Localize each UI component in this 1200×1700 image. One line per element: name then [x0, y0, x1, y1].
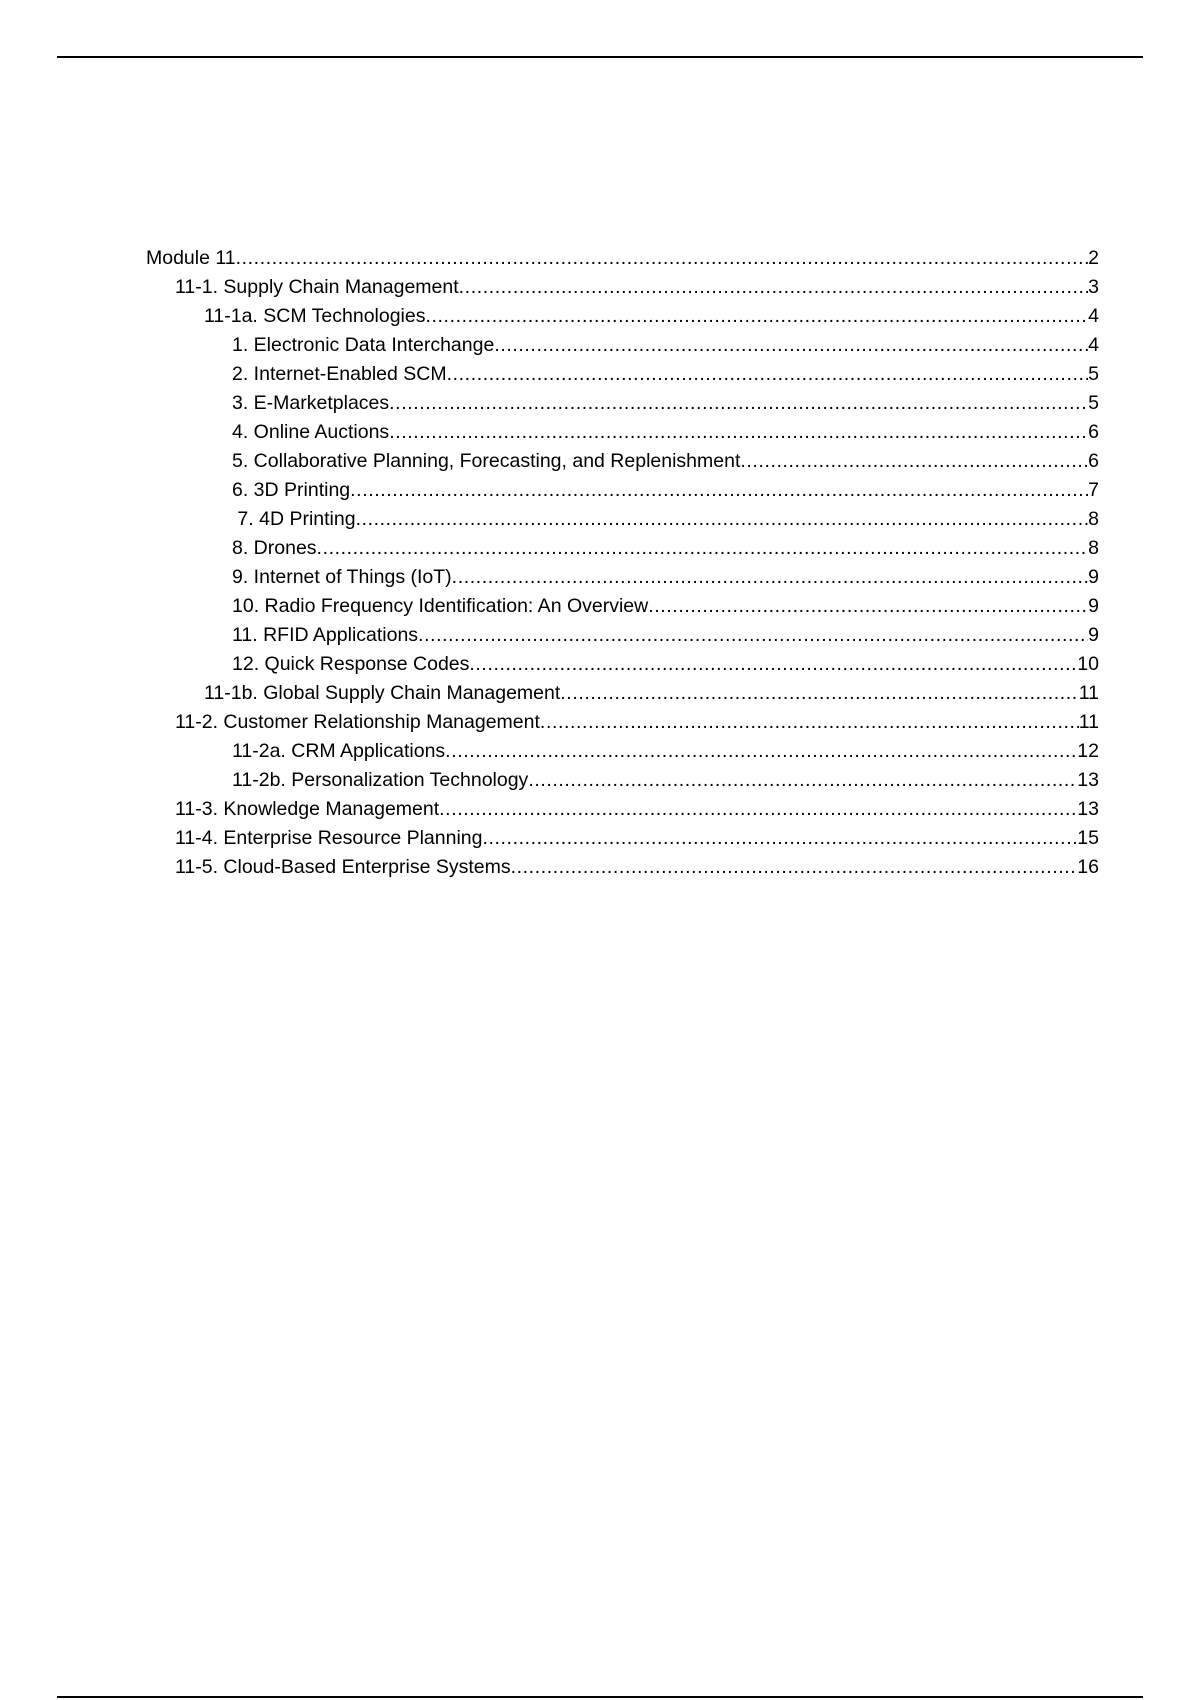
- header-rule: [57, 56, 1143, 58]
- table-of-contents: [0, 244, 1200, 882]
- toc-entry-title: 11-3. Knowledge Management: [175, 798, 440, 820]
- toc-entry-title: 11. RFID Applications: [232, 624, 419, 646]
- toc-entry-title: 12. Quick Response Codes: [232, 653, 470, 675]
- toc-entry-title: Module 11: [146, 247, 236, 269]
- toc-entry-title: 10. Radio Frequency Identification: An Overview: [232, 595, 649, 617]
- toc-entry[interactable]: [0, 824, 1200, 853]
- toc-leader-dots: [560, 679, 1078, 708]
- toc-leader-dots: [350, 476, 1088, 505]
- toc-entry[interactable]: [0, 766, 1200, 795]
- toc-entry-title: 5. Collaborative Planning, Forecasting, and Replenishment: [232, 450, 741, 472]
- toc-leader-dots: [540, 708, 1079, 737]
- toc-entry-title: 11-5. Cloud-Based Enterprise Systems: [175, 856, 511, 878]
- toc-leader-dots: [426, 302, 1089, 331]
- toc-entry-page: 4: [1088, 305, 1099, 327]
- toc-entry-title: 11-1. Supply Chain Management: [175, 276, 459, 298]
- toc-leader-dots: [494, 331, 1088, 360]
- toc-leader-dots: [356, 505, 1089, 534]
- toc-leader-dots: [482, 824, 1077, 853]
- toc-entry-title: 11-2. Customer Relationship Management: [175, 711, 540, 733]
- toc-entry-page: 9: [1088, 566, 1099, 588]
- toc-entry-page: 8: [1088, 508, 1099, 530]
- toc-entry-page: 9: [1088, 624, 1099, 646]
- toc-entry-page: 15: [1077, 827, 1099, 849]
- toc-leader-dots: [418, 621, 1088, 650]
- toc-leader-dots: [317, 534, 1089, 563]
- toc-leader-dots: [469, 650, 1077, 679]
- toc-entry[interactable]: [0, 737, 1200, 766]
- toc-entry-title: 4. Online Auctions: [232, 421, 390, 443]
- toc-entry-page: 3: [1088, 276, 1099, 298]
- toc-entry-page: 4: [1088, 334, 1099, 356]
- toc-entry-title: 9. Internet of Things (IoT): [232, 566, 452, 588]
- toc-entry[interactable]: [0, 418, 1200, 447]
- toc-entry-page: 5: [1088, 363, 1099, 385]
- toc-entry[interactable]: [0, 592, 1200, 621]
- toc-leader-dots: [511, 853, 1078, 882]
- toc-entry[interactable]: [0, 621, 1200, 650]
- toc-entry-page: 10: [1077, 653, 1099, 675]
- toc-leader-dots: [459, 273, 1088, 302]
- toc-entry-title: 6. 3D Printing: [232, 479, 351, 501]
- toc-entry-page: 5: [1088, 392, 1099, 414]
- toc-leader-dots: [740, 447, 1088, 476]
- toc-entry-page: 11: [1078, 711, 1099, 733]
- toc-entry[interactable]: [0, 302, 1200, 331]
- toc-leader-dots: [528, 766, 1077, 795]
- toc-entry-page: 11: [1078, 682, 1099, 704]
- toc-leader-dots: [445, 737, 1077, 766]
- toc-entry-title: 1. Electronic Data Interchange: [232, 334, 495, 356]
- toc-entry[interactable]: [0, 360, 1200, 389]
- toc-entry-page: 6: [1088, 450, 1099, 472]
- toc-entry-title: 11-2a. CRM Applications: [232, 740, 446, 762]
- toc-entry-title: 3. E-Marketplaces: [232, 392, 390, 414]
- toc-leader-dots: [439, 795, 1077, 824]
- toc-entry-page: 7: [1088, 479, 1099, 501]
- toc-entry-page: 8: [1088, 537, 1099, 559]
- toc-entry[interactable]: [0, 708, 1200, 737]
- toc-entry-title: 8. Drones: [232, 537, 317, 559]
- toc-leader-dots: [389, 418, 1088, 447]
- toc-entry[interactable]: [0, 505, 1200, 534]
- toc-entry-title: 2. Internet-Enabled SCM: [232, 363, 447, 385]
- toc-entry-page: 2: [1088, 247, 1099, 269]
- toc-entry[interactable]: [0, 679, 1200, 708]
- toc-leader-dots: [452, 563, 1088, 592]
- toc-entry-title: 11-4. Enterprise Resource Planning: [175, 827, 483, 849]
- toc-entry[interactable]: [0, 389, 1200, 418]
- toc-entry-page: 6: [1088, 421, 1099, 443]
- toc-entry[interactable]: [0, 476, 1200, 505]
- toc-entry[interactable]: [0, 447, 1200, 476]
- toc-entry[interactable]: [0, 563, 1200, 592]
- toc-leader-dots: [389, 389, 1088, 418]
- toc-leader-dots: [648, 592, 1088, 621]
- toc-entry-title: 11-1a. SCM Technologies: [204, 305, 426, 327]
- toc-entry-title: 11-2b. Personalization Technology: [232, 769, 529, 791]
- toc-entry-page: 9: [1088, 595, 1099, 617]
- toc-entry[interactable]: [0, 853, 1200, 882]
- toc-entry-page: 13: [1077, 769, 1099, 791]
- footer-rule: [57, 1696, 1143, 1698]
- toc-entry[interactable]: [0, 795, 1200, 824]
- toc-entry-title: 11-1b. Global Supply Chain Management: [204, 682, 561, 704]
- toc-entry[interactable]: [0, 650, 1200, 679]
- toc-leader-dots: [447, 360, 1089, 389]
- toc-entry[interactable]: [0, 244, 1200, 273]
- toc-entry-page: 12: [1077, 740, 1099, 762]
- toc-entry[interactable]: [0, 331, 1200, 360]
- toc-entry[interactable]: [0, 273, 1200, 302]
- toc-entry-page: 13: [1077, 798, 1099, 820]
- toc-entry-page: 16: [1077, 856, 1099, 878]
- toc-leader-dots: [236, 244, 1089, 273]
- toc-entry[interactable]: [0, 534, 1200, 563]
- toc-entry-title: 7. 4D Printing: [232, 508, 356, 530]
